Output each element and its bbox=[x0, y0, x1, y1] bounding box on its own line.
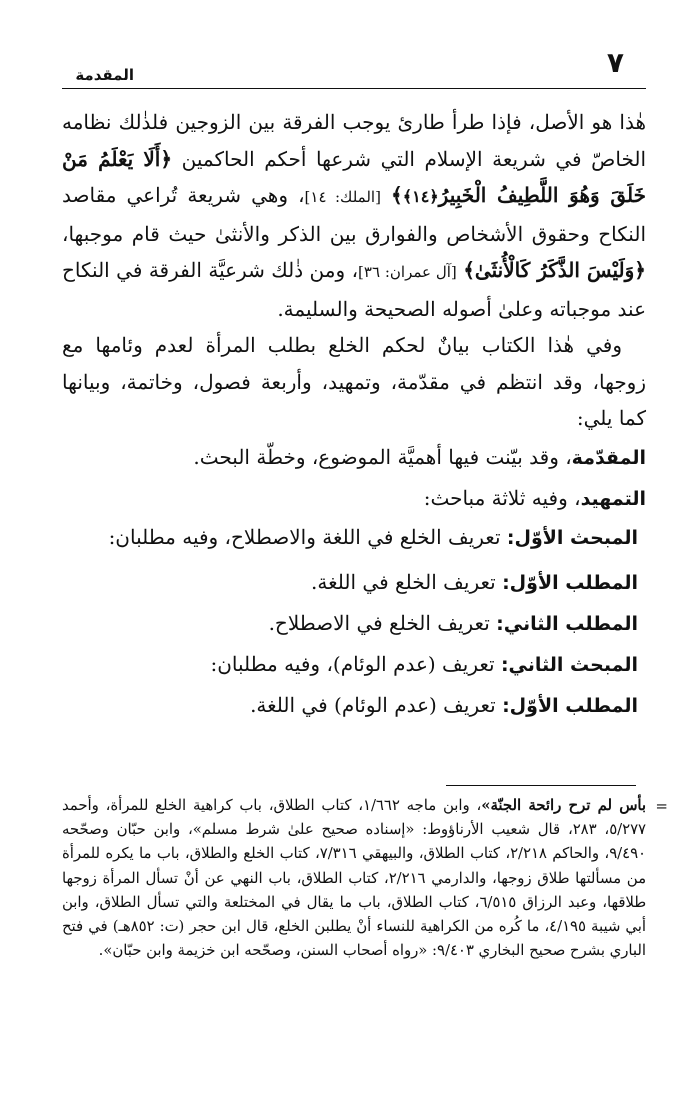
paragraph-1-text-a: هٰذا هو الأصل، فإذا طرأ طارئ يوجب الفرقة بين الزوجين فلذٰلك نظامه الخاصّ في شريعة الإسلام التي شرعها أحكم الحاكمين bbox=[62, 110, 647, 171]
plan-mabhath-1-text: تعريف الخلع في اللغة والاصطلاح، وفيه مطلبان: bbox=[108, 524, 507, 549]
paragraph-2: وفي هٰذا الكتاب بيانٌ لحكم الخلع بطلب المرأة لعدم وئامها مع زوجها، وقد انتظم في مقدّمة، وتمهيد، وأربعة فصول، وخاتمة، وبيانها كما يلي: bbox=[62, 333, 646, 430]
plan-intro-text: ، وقد بيّنت فيها أهميَّة الموضوع، وخطّة البحث. bbox=[193, 444, 572, 469]
footnote-rule bbox=[446, 785, 636, 786]
running-header-section-title: المقدمة bbox=[75, 66, 134, 84]
plan-mabhath-1-matlab-2 bbox=[62, 603, 646, 644]
plan-mabhath-1-matlab-2-text: تعريف الخلع في الاصطلاح. bbox=[268, 610, 497, 635]
paragraph-1-text-b: ، وهي شريعة تُراعي مقاصد النكاح وحقوق الأشخاص والفوارق بين الذكر والأنثىٰ حيث قام موجبها، bbox=[62, 183, 646, 246]
plan-mabhath-1-matlab-1-label: المطلب الأوّل: bbox=[502, 571, 638, 594]
plan-tamheed-label: التمهيد bbox=[580, 487, 646, 510]
ayah-number-mark: ﴿١٤﴾ bbox=[402, 187, 439, 206]
plan-mabhath-2-label: المبحث الثاني: bbox=[500, 653, 638, 676]
footnote bbox=[62, 794, 668, 963]
paragraph-1-text-c: ، ومن ذٰلك شرعيَّة الفرقة في النكاح عند موجباته وعلىٰ أصوله الصحيحة والسليمة. bbox=[62, 258, 646, 321]
plan-tamheed bbox=[62, 478, 646, 519]
quran-citation-2: [آل عمران: ٣٦] bbox=[358, 263, 457, 281]
plan-mabhath-2-matlab-1 bbox=[62, 685, 646, 726]
plan-mabhath-1-label: المبحث الأوّل: bbox=[506, 526, 638, 549]
plan-mabhath-2-matlab-1-label: المطلب الأوّل: bbox=[502, 694, 638, 717]
quran-verse-1: ﴿أَلَا يَعْلَمُ مَنْ خَلَقَ وَهُوَ اللَّطِيفُ الْخَبِيرُ bbox=[62, 146, 646, 207]
plan-mabhath-2-matlab-1-text: تعريف (عدم الوئام) في اللغة. bbox=[250, 692, 503, 717]
quran-citation-1: [الملك: ١٤] bbox=[304, 188, 381, 206]
quran-verse-1-close: ﴾ bbox=[391, 183, 403, 207]
plan-intro-label: المقدّمة bbox=[571, 446, 646, 469]
plan-tamheed-text: ، وفيه ثلاثة مباحث: bbox=[423, 485, 581, 510]
plan-mabhath-1-matlab-1 bbox=[62, 562, 646, 603]
plan-mabhath-1 bbox=[62, 519, 646, 556]
paragraph-1 bbox=[62, 104, 646, 327]
page-number: ٧ bbox=[606, 46, 624, 79]
plan-mabhath-1-matlab-2-label: المطلب الثاني: bbox=[496, 612, 638, 635]
main-text bbox=[62, 104, 646, 726]
book-plan-outline bbox=[62, 437, 646, 726]
footnote-text: ، وابن ماجه ١/٦٦٢، كتاب الطلاق، باب كراهية الخلع للمرأة، وأحمد ٥/٢٧٧، ٢٨٣، قال شعيب الأرناؤوط: «إسناده صحيح علىٰ شرط مسلم»، وابن حبّان وصحّحه ٩/٤٩٠، والحاكم ٢/٢١٨، كتاب الطلاق، والبيهقي ٧/٣١٦، كتاب الخلع والطلاق، باب ما يكره للمرأة من مسألتها طلاق زوجها، والدارمي ٢/٢١٦، كتاب الطلاق، باب النهي عن أنْ تسأل المرأة زوجها طلاقها، وعبد الرزاق ٦/٥١٥، كتاب الطلاق، باب ما يقال في المختلعة والتي تسأل الطلاق، وابن أبي شيبة ٤/١٩٥، ما كُره من الكراهية للنساء أنْ يطلبن الخلع، قال ابن حجر (ت: ٨٥٢هـ) في فتح الباري بشرح صحيح البخاري ٩/٤٠٣: «رواه أصحاب السنن، وصحّحه ابن خزيمة وابن حبّان». bbox=[62, 797, 646, 960]
footnote-continuation-marker: = bbox=[655, 797, 668, 815]
plan-intro bbox=[62, 437, 646, 478]
plan-mabhath-2 bbox=[62, 644, 646, 685]
plan-mabhath-2-text: تعريف (عدم الوئام)، وفيه مطلبان: bbox=[210, 651, 501, 676]
footnote-bold-start: بأس لم ترح رائحة الجنّة» bbox=[481, 797, 646, 814]
quran-verse-2: ﴿وَلَيْسَ الذَّكَرُ كَالْأُنثَىٰ﴾ bbox=[463, 258, 646, 282]
header-rule bbox=[62, 88, 646, 89]
plan-mabhath-1-matlab-1-text: تعريف الخلع في اللغة. bbox=[311, 569, 503, 594]
